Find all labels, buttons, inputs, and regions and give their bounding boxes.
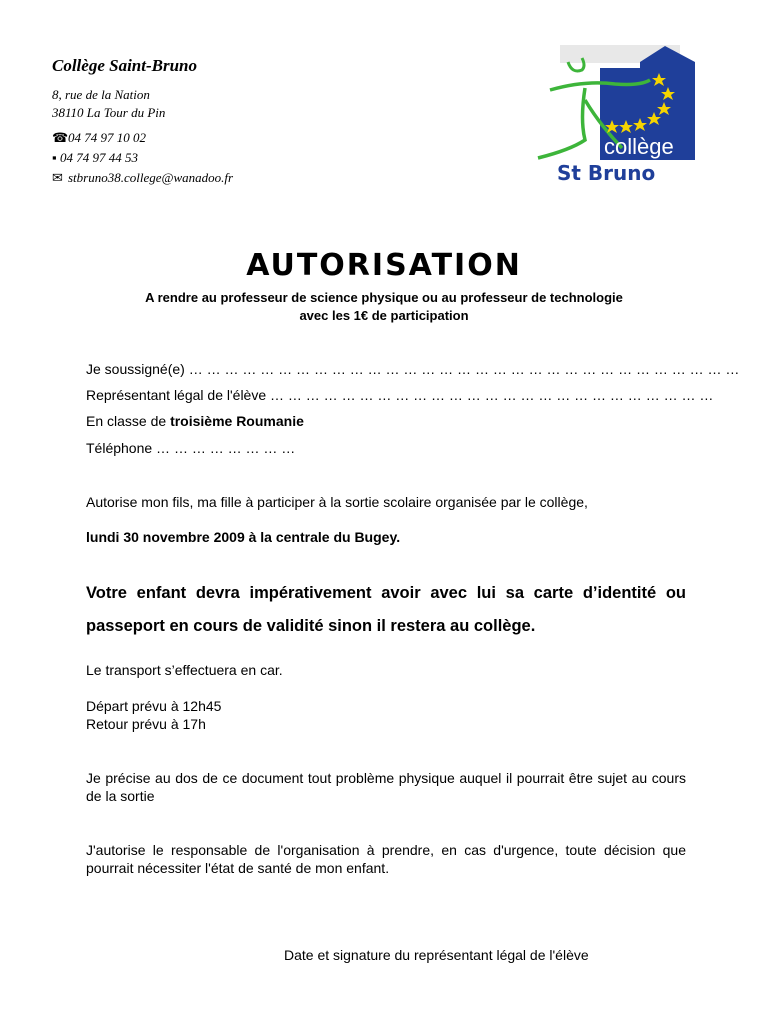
depart-text: Départ prévu à 12h45: [86, 698, 222, 714]
transport-text: Le transport s’effectuera en car.: [86, 662, 283, 678]
phone-number: 04 74 97 10 02: [68, 130, 146, 145]
logo-word-college: collège: [604, 134, 674, 159]
college-logo: [530, 40, 710, 190]
address-line-1: 8, rue de la Nation: [52, 87, 150, 102]
field-representant: Représentant légal de l'élève … … … … … … … … … … … … … … … … … … … … … … … … …: [86, 387, 714, 403]
classe-label: En classe de: [86, 413, 171, 429]
field-telephone: Téléphone … … … … … … … …: [86, 440, 296, 456]
school-name: Collège Saint-Bruno: [52, 56, 198, 75]
school-header: [52, 56, 233, 188]
email-line: [52, 168, 233, 188]
field-soussigne: Je soussigné(e) … … … … … … … … … … … … … … … … … … … … … … … … … … … … … … …: [86, 361, 740, 377]
autorise-text: Autorise mon fils, ma fille à participer à la sortie scolaire organisée par le collège,: [86, 494, 588, 510]
subtitle-line-1: A rendre au professeur de science physique ou au professeur de technologie: [145, 290, 623, 305]
retour-text: Retour prévu à 17h: [86, 716, 206, 732]
precise-text: Je précise au dos de ce document tout problème physique auquel il pourrait être sujet au cours de la sortie: [86, 770, 686, 804]
signature-label: Date et signature du représentant légal de l'élève: [284, 947, 589, 963]
envelope-icon: ✉: [52, 170, 63, 185]
fax-line: [52, 148, 233, 168]
subtitle-line-2: avec les 1€ de participation: [299, 308, 469, 323]
email-address: stbruno38.college@wanadoo.fr: [68, 170, 234, 185]
date-lieu-text: lundi 30 novembre 2009 à la centrale du Bugey.: [86, 529, 401, 545]
logo-figure-body: [538, 88, 585, 158]
telephone-icon: ☎: [52, 130, 69, 145]
urgence-text: J'autorise le responsable de l'organisation à prendre, en cas d'urgence, toute décision que pourrait nécessiter l'état de santé de mon enfant.: [86, 842, 686, 876]
page-title: AUTORISATION: [246, 248, 522, 283]
subtitle: [0, 289, 768, 325]
field-classe: [86, 413, 304, 429]
classe-value: troisième Roumanie: [170, 413, 304, 429]
phone-line: [52, 128, 233, 148]
logo-word-st-bruno: St Bruno: [557, 161, 656, 185]
fax-number: 04 74 97 44 53: [60, 150, 138, 165]
address-line-2: 38110 La Tour du Pin: [52, 105, 166, 120]
warning-text: Votre enfant devra impérativement avoir avec lui sa carte d’identité ou passeport en cours de validité sinon il restera au collège.: [86, 584, 686, 635]
fax-icon: ▪: [52, 150, 57, 165]
